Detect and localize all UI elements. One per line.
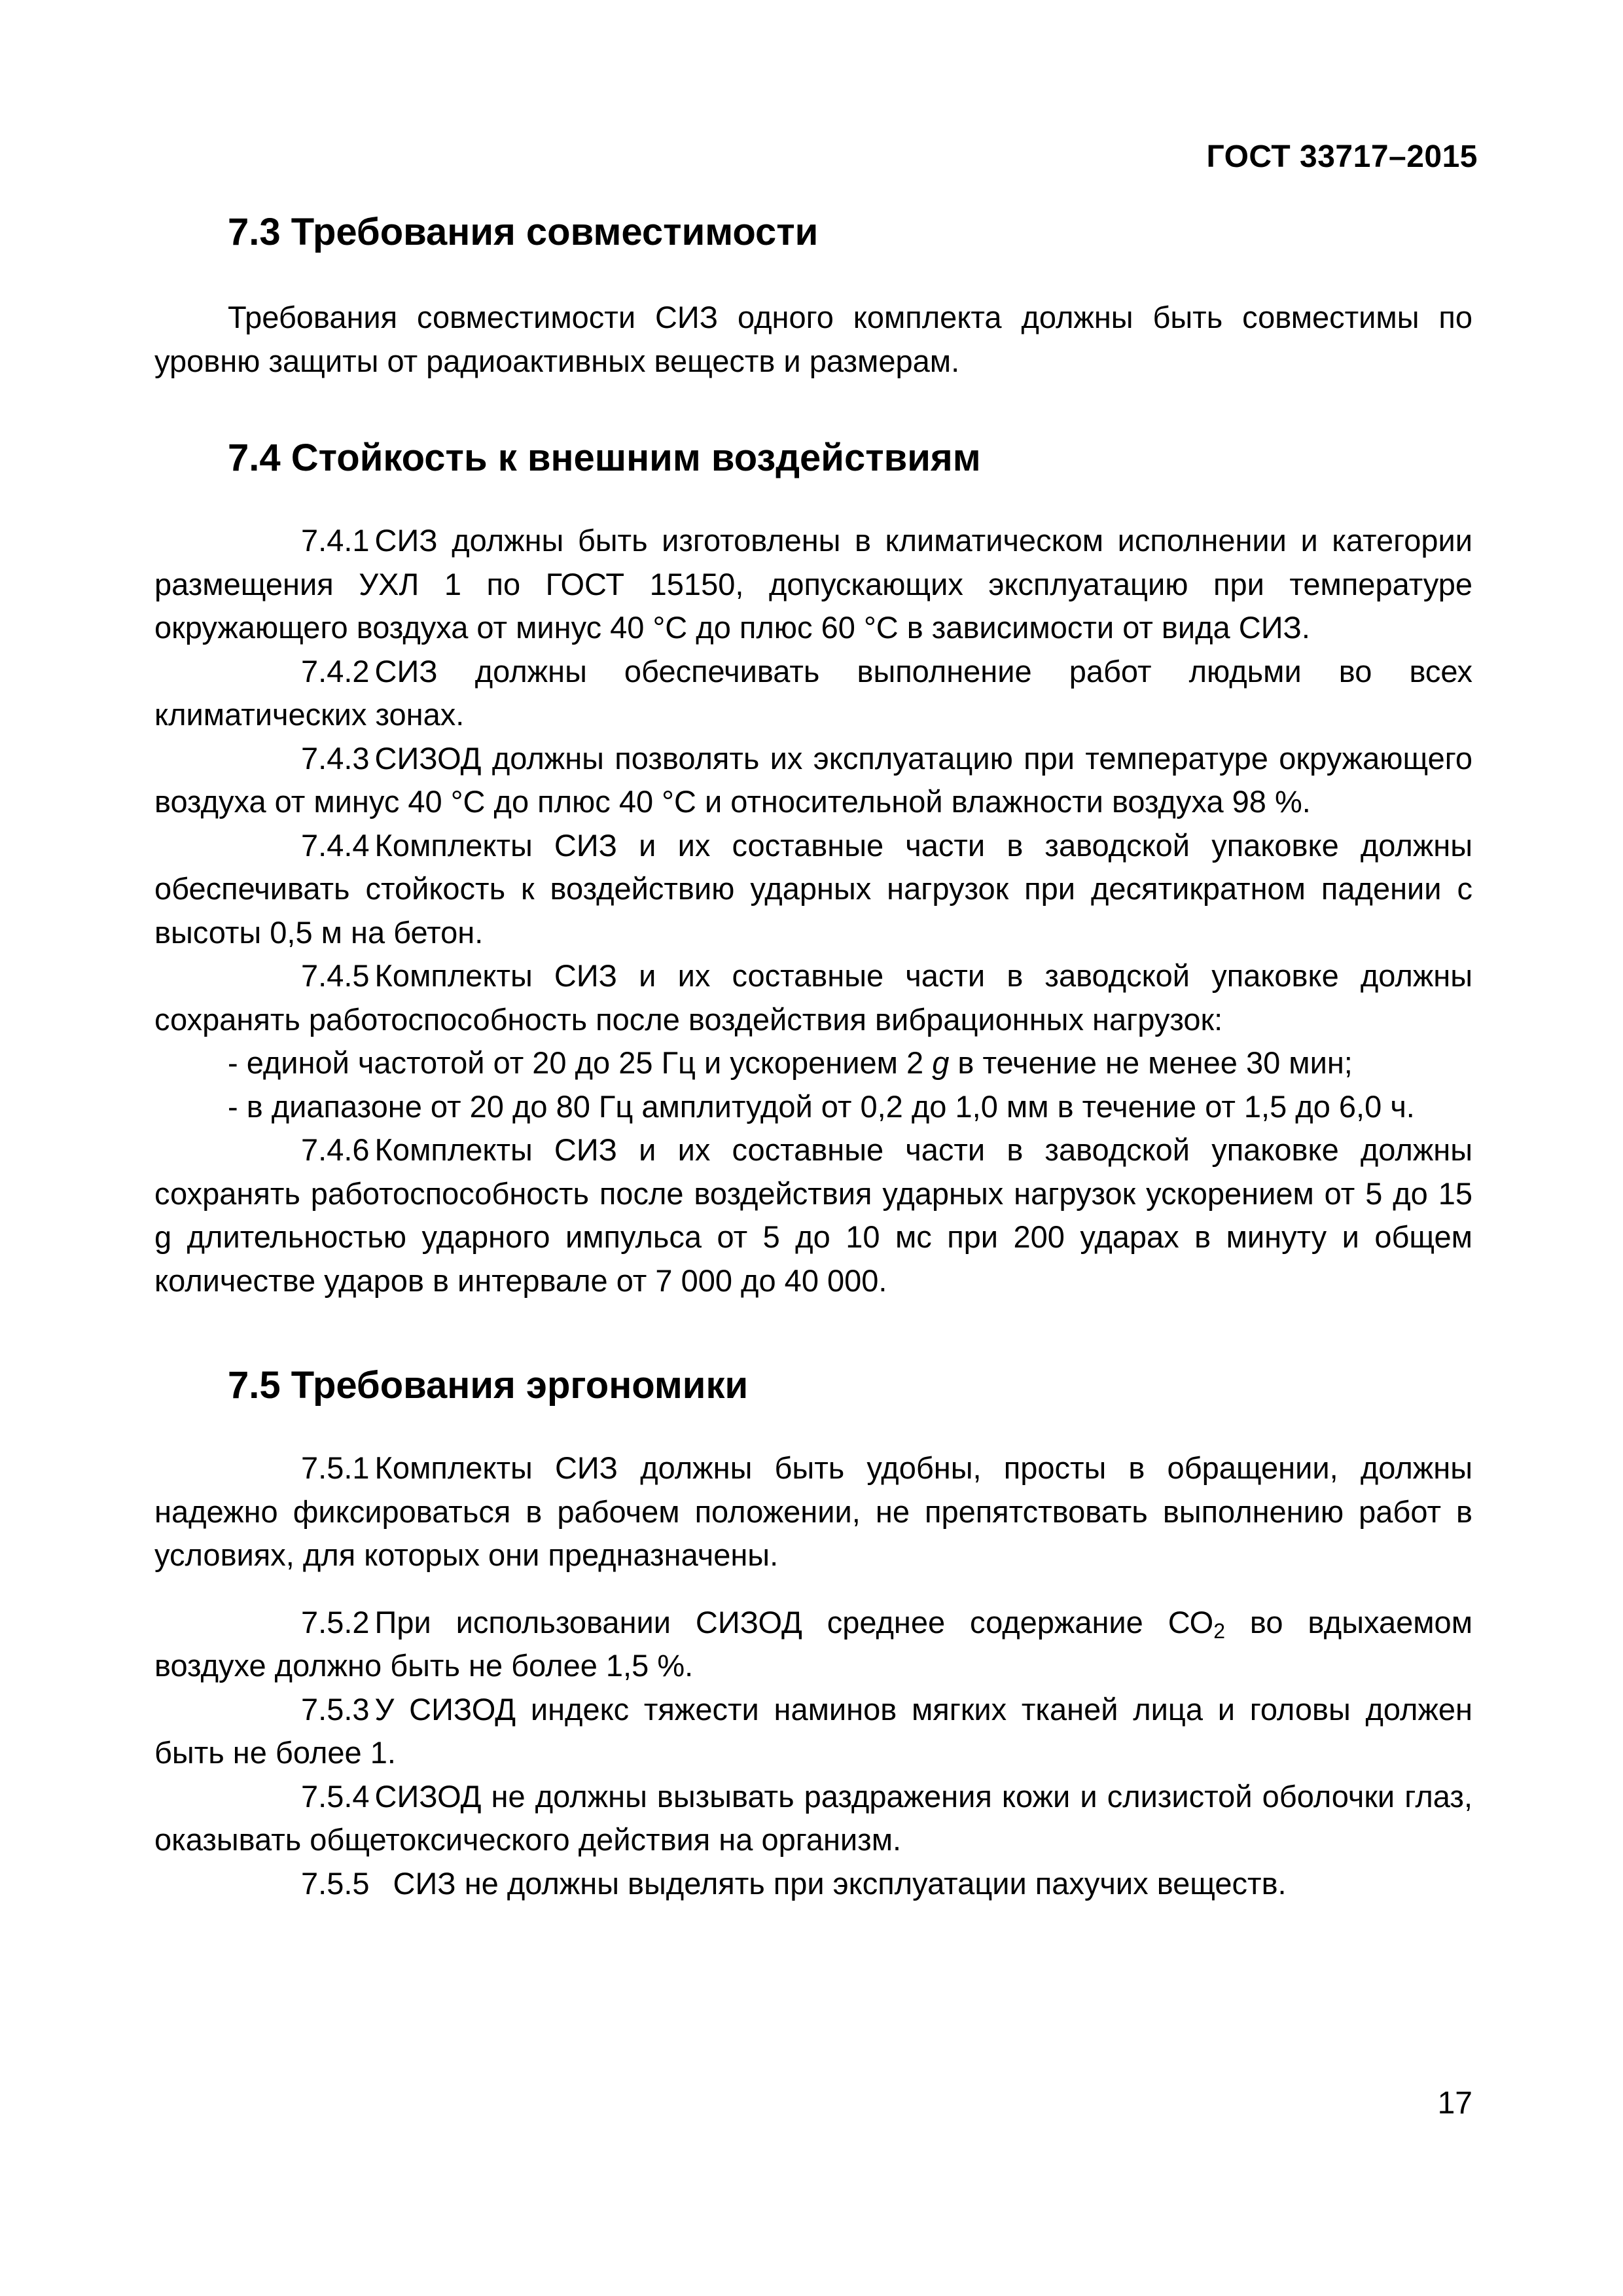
clause-text: СИЗ не должны выделять при эксплуатации пахучих веществ. xyxy=(393,1865,1287,1901)
clause-number: 7.5.4 xyxy=(301,1778,370,1814)
section-heading-7-4: 7.4 Стойкость к внешним воздействиям xyxy=(228,437,981,479)
list-item-text-end: в течение не менее 30 мин; xyxy=(949,1045,1353,1080)
clause-7-5-1 xyxy=(154,1446,1472,1577)
clause-text: Комплекты СИЗ и их составные части в заводской упаковке должны сохранять работоспособность после воздействия вибрационных нагрузок: xyxy=(154,958,1472,1037)
section-heading-7-5: 7.5 Требования эргономики xyxy=(228,1364,749,1407)
clause-number: 7.5.3 xyxy=(301,1691,370,1727)
clause-text: СИЗ должны обеспечивать выполнение работ людьми во всех климатических зонах. xyxy=(154,653,1472,732)
clause-text: СИЗОД должны позволять их эксплуатацию при температуре окружающего воздуха от минус 40 °С до плюс 40 °С и относительной влажности воздуха 98 %. xyxy=(154,740,1472,819)
clause-number: 7.5.1 xyxy=(301,1450,370,1485)
clause-number: 7.4.2 xyxy=(301,653,370,689)
clause-7-5-2 xyxy=(154,1601,1472,1688)
standard-identifier: ГОСТ 33717–2015 xyxy=(1206,139,1478,174)
clause-number: 7.4.5 xyxy=(301,958,370,993)
subscript-2: 2 xyxy=(1213,1619,1225,1643)
clause-7-4-1 xyxy=(154,519,1472,650)
clause-text: Комплекты СИЗ должны быть удобны, просты в обращении, должны надежно фиксироваться в рабочем положении, не препятствовать выполнению работ в условиях, для которых они предназначены. xyxy=(154,1450,1472,1572)
list-item: - в диапазоне от 20 до 80 Гц амплитудой от 0,2 до 1,0 мм в течение от 1,5 до 6,0 ч. xyxy=(228,1088,1415,1124)
clause-7-4-6 xyxy=(154,1128,1472,1302)
clause-7-5-4 xyxy=(154,1775,1472,1862)
clause-7-4-3 xyxy=(154,737,1472,824)
clause-text: Комплекты СИЗ и их составные части в заводской упаковке должны обеспечивать стойкость к воздействию ударных нагрузок при десятикратном падении с высоты 0,5 м на бетон. xyxy=(154,827,1472,950)
list-item xyxy=(154,1041,1472,1085)
clause-text: У СИЗОД индекс тяжести наминов мягких тканей лица и головы должен быть не более 1. xyxy=(154,1691,1472,1770)
clause-number: 7.4.6 xyxy=(301,1132,370,1167)
clause-7-4-5 xyxy=(154,954,1472,1041)
clause-7-4-4 xyxy=(154,824,1472,955)
clause-7-4-2 xyxy=(154,650,1472,737)
paragraph-7-3: Требования совместимости СИЗ одного комплекта должны быть совместимы по уровню защиты от радиоактивных веществ и размерам. xyxy=(154,300,1472,378)
clause-number: 7.5.5 xyxy=(301,1865,370,1901)
clause-text: СИЗ должны быть изготовлены в климатическом исполнении и категории размещения УХЛ 1 по ГОСТ 15150, допускающих эксплуатацию при температуре окружающего воздуха от минус 40 °С до плюс 60 °С в зависимости от вида СИЗ. xyxy=(154,523,1472,645)
page-number: 17 xyxy=(1437,2086,1472,2121)
page-content xyxy=(154,209,1472,1905)
clause-number: 7.4.3 xyxy=(301,740,370,776)
clause-text-end: во вдыхаемом воздухе должно быть не более 1,5 %. xyxy=(154,1604,1473,1683)
clause-text: СИЗОД не должны вызывать раздражения кожи и слизистой оболочки глаз, оказывать общетоксического действия на организм. xyxy=(154,1778,1472,1857)
clause-number: 7.4.4 xyxy=(301,827,370,863)
clause-text-start: При использовании СИЗОД среднее содержание СО xyxy=(374,1604,1214,1640)
clause-7-5-5 xyxy=(154,1862,1472,1906)
clause-7-5-3 xyxy=(154,1688,1472,1775)
clause-number: 7.4.1 xyxy=(301,523,370,558)
list-item-text-start: - единой частотой от 20 до 25 Гц и ускорением 2 xyxy=(228,1045,933,1080)
acceleration-symbol: g xyxy=(932,1045,950,1080)
section-heading-7-3: 7.3 Требования совместимости xyxy=(228,211,819,253)
clause-text: Комплекты СИЗ и их составные части в заводской упаковке должны сохранять работоспособность после воздействия ударных нагрузок ускорением от 5 до 15 g длительностью ударного импульса от 5 до 10 мс при 200 ударах в минуту и общем количестве ударов в интервале от 7 000 до 40 000. xyxy=(154,1132,1472,1298)
clause-number: 7.5.2 xyxy=(301,1604,370,1640)
